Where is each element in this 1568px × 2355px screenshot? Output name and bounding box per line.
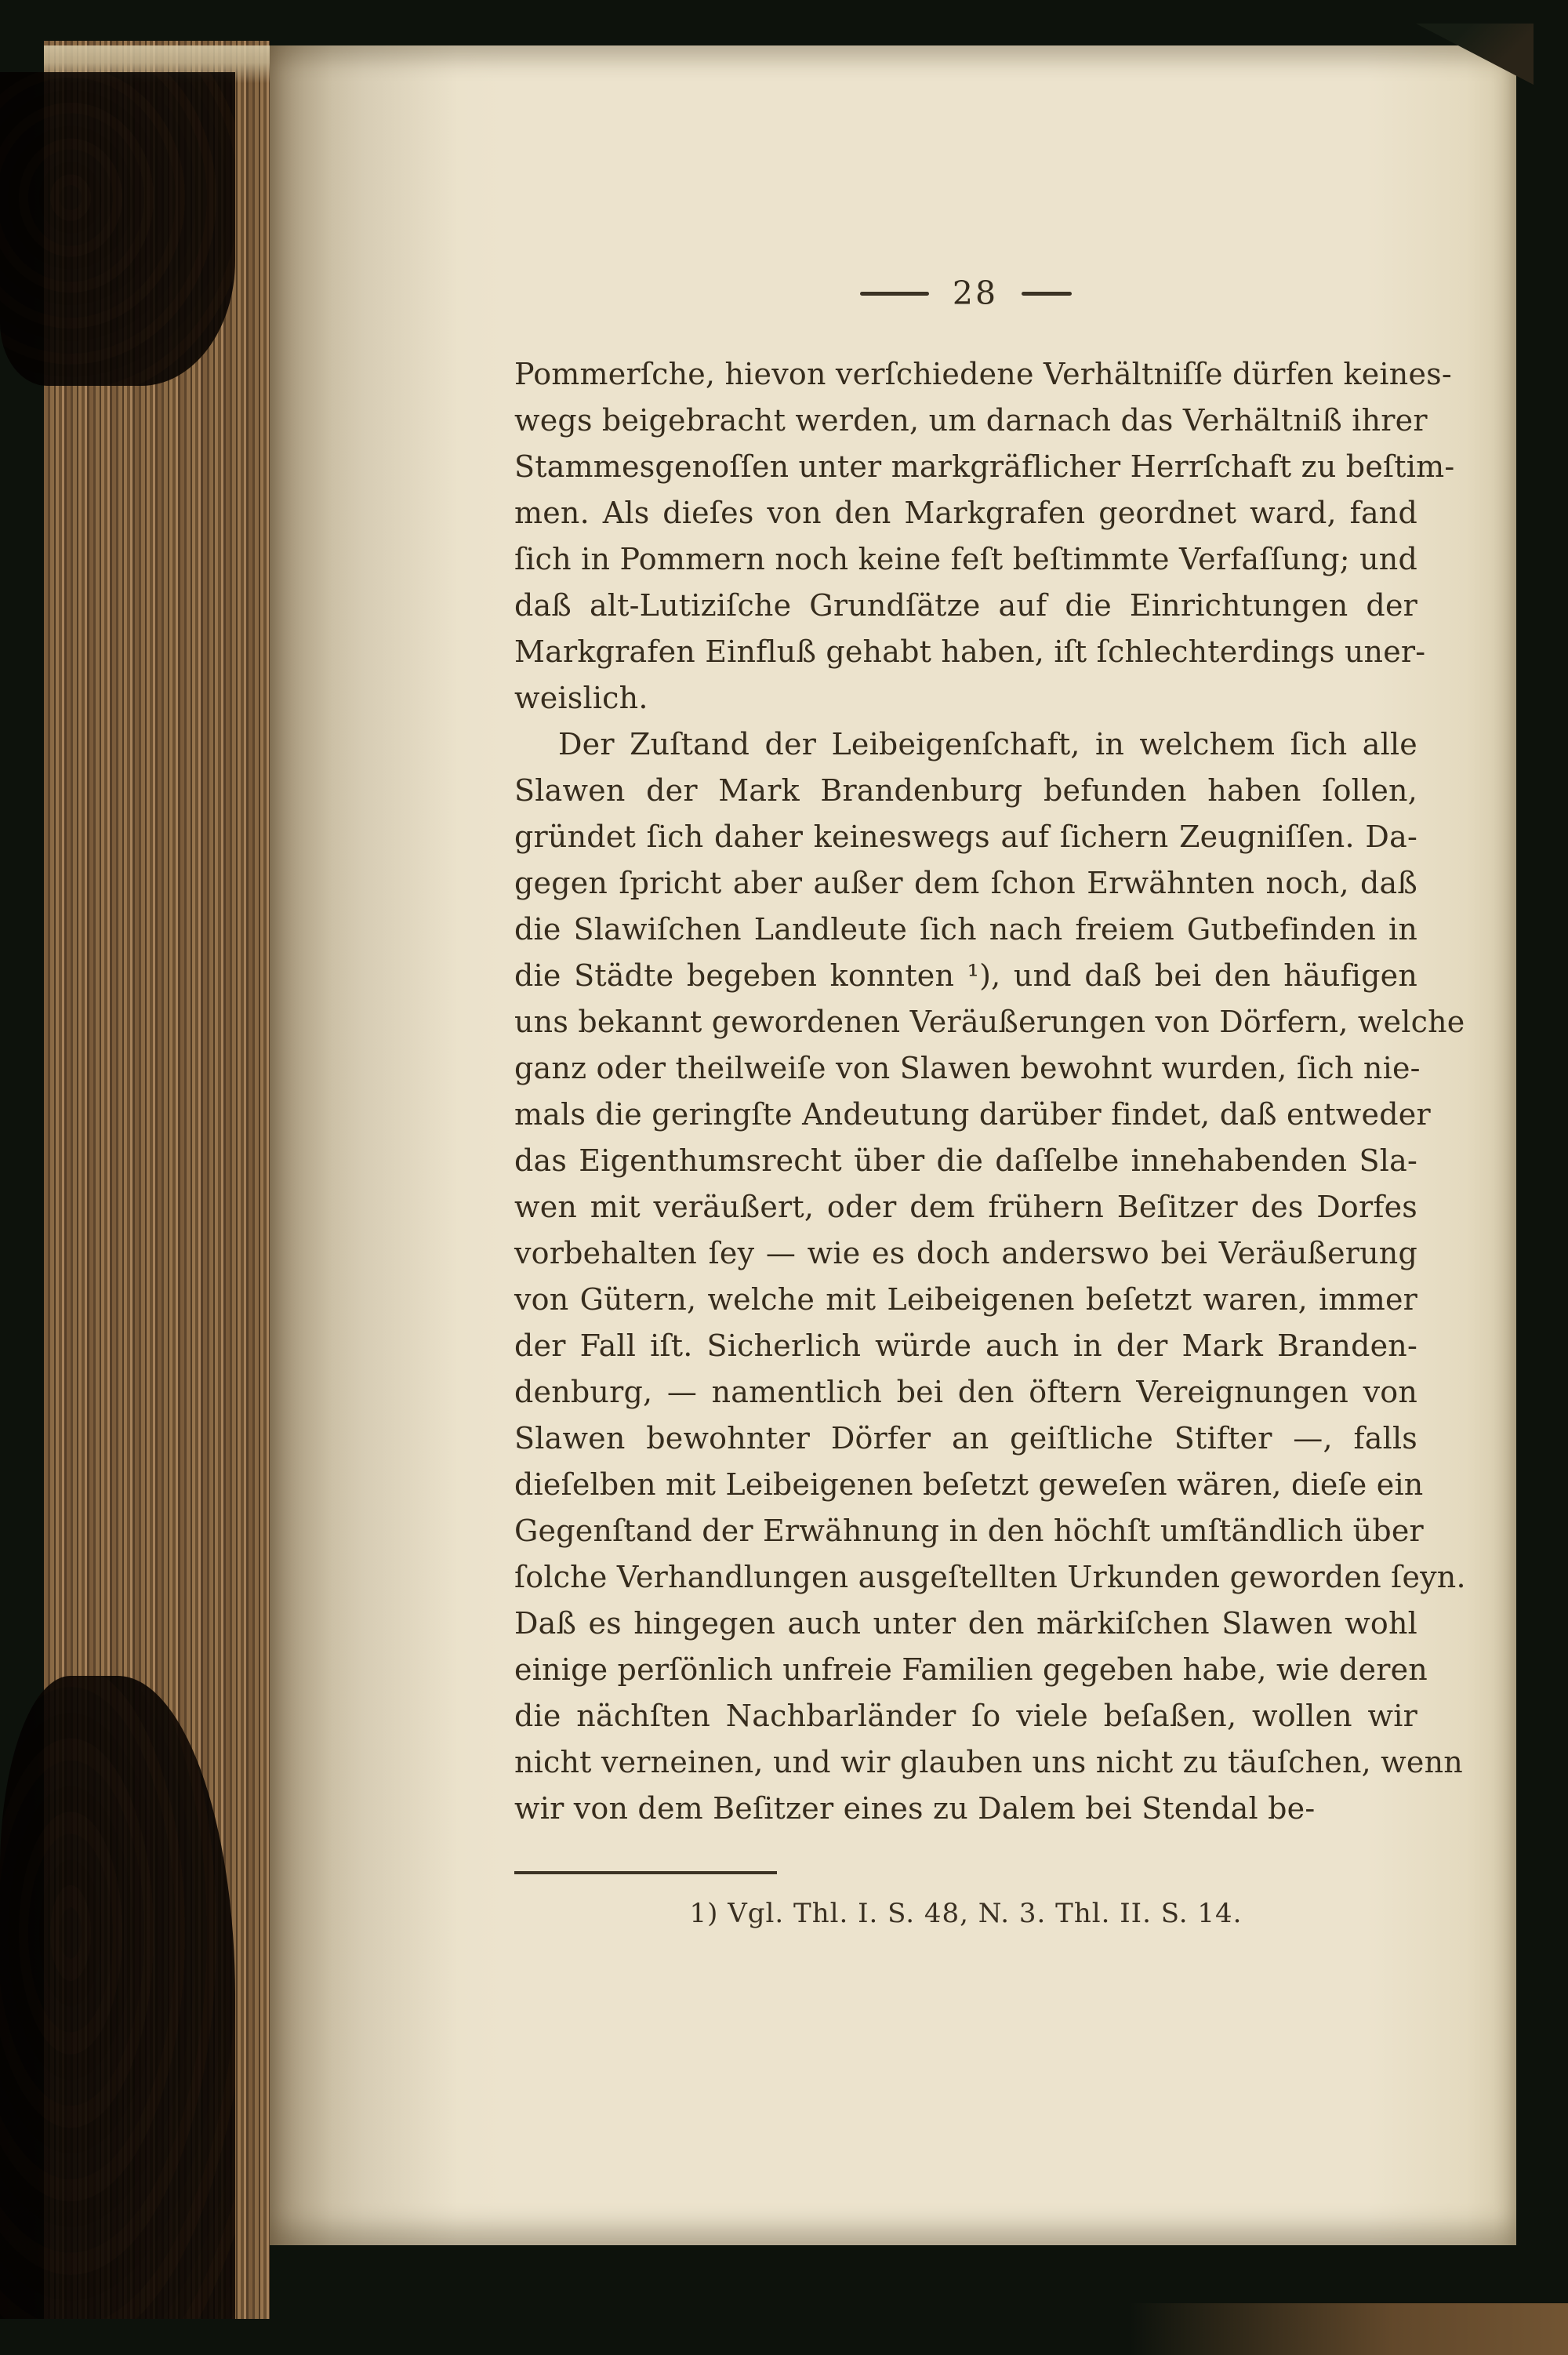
text-line: uns bekannt gewordenen Veräußerungen von Dörfern, welche xyxy=(514,1005,1465,1039)
text-line: ſolche Verhandlungen ausgeſtellten Urkunden geworden ſeyn. xyxy=(514,1560,1466,1594)
page-header xyxy=(514,274,1417,312)
text-line: nicht verneinen, und wir glauben uns nicht zu täuſchen, wenn xyxy=(514,1745,1463,1779)
text-line: men. Als dieſes von den Markgrafen geordnet ward, fand xyxy=(514,496,1417,530)
book-cover-bottom-edge xyxy=(1129,2303,1568,2355)
book-page xyxy=(270,45,1516,2245)
page-number-rule-left xyxy=(860,292,929,296)
text-line: Slawen der Mark Brandenburg befunden haben ſollen, xyxy=(514,773,1417,808)
text-line: Gegenſtand der Erwähnung in den höchſt umſtändlich über xyxy=(514,1514,1424,1548)
page-content xyxy=(514,274,1466,1929)
text-line: vorbehalten ſey — wie es doch anderswo bei Veräußerung xyxy=(514,1236,1417,1270)
text-line: denburg, — namentlich bei den öftern Vereignungen von xyxy=(514,1375,1417,1409)
text-line: wir von dem Beſitzer eines zu Dalem bei Stendal be- xyxy=(514,1791,1316,1826)
page-number: 28 xyxy=(952,274,999,312)
text-line: Stammesgenoſſen unter markgräflicher Herrſchaft zu beſtim- xyxy=(514,449,1455,484)
text-line: Der Zuſtand der Leibeigenſchaft, in welchem ſich alle xyxy=(558,727,1417,761)
marbled-cover-top xyxy=(0,72,235,386)
text-line: Markgrafen Einfluß gehabt haben, iſt ſchlechterdings uner- xyxy=(514,634,1426,669)
text-line: die Slawiſchen Landleute ſich nach freiem Gutbefinden in xyxy=(514,912,1417,947)
text-line: von Gütern, welche mit Leibeigenen beſetzt waren, immer xyxy=(514,1282,1417,1317)
page-stack-edge xyxy=(44,41,270,2319)
text-line: wen mit veräußert, oder dem frühern Beſitzer des Dorfes xyxy=(514,1190,1417,1224)
text-line: ganz oder theilweiſe von Slawen bewohnt wurden, ſich nie- xyxy=(514,1051,1421,1085)
text-line: wegs beigebracht werden, um darnach das Verhältniß ihrer xyxy=(514,403,1428,438)
text-line: ſich in Pommern noch keine feſt beſtimmte Verfaſſung; und xyxy=(514,542,1417,576)
text-block xyxy=(514,351,1466,1832)
text-line: Slawen bewohnter Dörfer an geiſtliche Stifter —, falls xyxy=(514,1421,1417,1456)
text-line: gründet ſich daher keineswegs auf ſichern Zeugniſſen. Da- xyxy=(514,820,1417,854)
gutter-shadow xyxy=(270,45,458,2245)
text-line: dieſelben mit Leibeigenen beſetzt geweſen wären, dieſe ein xyxy=(514,1467,1424,1502)
text-line: das Eigenthumsrecht über die daſſelbe innehabenden Sla- xyxy=(514,1143,1417,1178)
text-line: einige perſönlich unfreie Familien gegeben habe, wie deren xyxy=(514,1652,1428,1687)
text-line: die Städte begeben konnten ¹), und daß bei den häufigen xyxy=(514,958,1417,993)
text-line: der Fall iſt. Sicherlich würde auch in der Mark Branden- xyxy=(514,1328,1417,1363)
text-line: die nächſten Nachbarländer ſo viele beſaßen, wollen wir xyxy=(514,1699,1417,1733)
text-line: daß alt-Lutiziſche Grundſätze auf die Einrichtungen der xyxy=(514,588,1417,623)
text-line: Daß es hingegen auch unter den märkiſchen Slawen wohl xyxy=(514,1606,1417,1641)
footnote: 1) Vgl. Thl. I. S. 48, N. 3. Thl. II. S. 14. xyxy=(689,1898,1243,1929)
text-line: weislich. xyxy=(514,681,648,715)
text-line: Pommerſche, hievon verſchiedene Verhältniſſe dürfen keines- xyxy=(514,357,1452,391)
marbled-cover-bottom xyxy=(0,1676,235,2319)
page-number-rule-right xyxy=(1022,292,1072,296)
footnote-divider xyxy=(514,1871,777,1874)
text-line: mals die geringſte Andeutung darüber findet, daß entweder xyxy=(514,1097,1431,1132)
text-line: gegen ſpricht aber außer dem ſchon Erwähnten noch, daß xyxy=(514,866,1417,900)
